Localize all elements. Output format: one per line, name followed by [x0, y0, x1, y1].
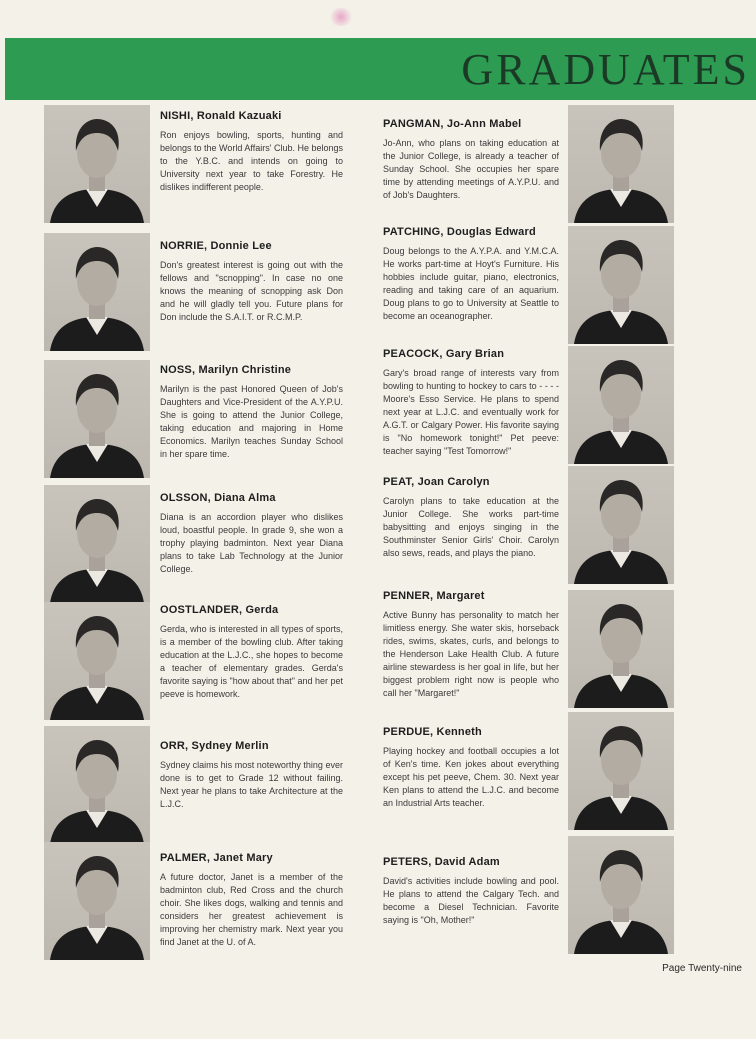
portrait-photo	[44, 602, 150, 720]
ink-stain	[328, 8, 354, 26]
portrait-photo	[568, 590, 674, 708]
graduate-name: PATCHING, Douglas Edward	[383, 226, 536, 238]
graduate-name: PETERS, David Adam	[383, 856, 500, 868]
portrait-photo	[568, 226, 674, 344]
graduate-bio: Carolyn plans to take education at the Junior College. She works part-time babysitting and enjoys singing in the Southminster Senior Girls' Choir. Carolyn also sews, reads, and plays the piano.	[383, 496, 559, 558]
portrait-silhouette	[44, 726, 150, 844]
graduate-name: NOSS, Marilyn Christine	[160, 364, 292, 376]
graduate-bio: Active Bunny has personality to match her limitless energy. She water skis, horseback rides, swims, skates, curls, and belongs to the Henderson Lake Health Club. A future airline stewardess is her goal in life, but her biggest problem right now is people who call her "Margaret!"	[383, 610, 559, 698]
portrait-photo	[568, 836, 674, 954]
portrait-photo	[44, 360, 150, 478]
portrait-photo	[44, 485, 150, 603]
portrait-silhouette	[568, 105, 674, 223]
graduate-name: OLSSON, Diana Alma	[160, 492, 276, 504]
graduate-bio: Gerda, who is interested in all types of sports, is a member of the bowling club. After taking education at the L.J.C., she hopes to become a teacher of elementary grades. Gerda's favorite saying is "how about that" and her pet peeve is homework.	[160, 624, 344, 699]
portrait-photo	[44, 726, 150, 844]
portrait-silhouette	[44, 602, 150, 720]
graduate-bio: Doug belongs to the A.Y.P.A. and Y.M.C.A. He works part-time at Hoyt's Furniture. His hobbies include guitar, piano, electronics, reading and taking care of an aquarium. Doug plans to go to University at Seattle to become an oceanographer.	[383, 246, 559, 321]
portrait-photo	[568, 346, 674, 464]
graduate-name: PERDUE, Kenneth	[383, 726, 482, 738]
graduate-bio: A future doctor, Janet is a member of the badminton club, Red Cross and the church choir. She likes dogs, walking and tennis and considers her greatest achievement is improving her chemistry mark. Next year you find Janet at the U. of A.	[160, 872, 343, 947]
graduate-name: PENNER, Margaret	[383, 590, 485, 602]
portrait-silhouette	[44, 233, 150, 351]
portrait-photo	[44, 105, 150, 223]
portrait-silhouette	[44, 360, 150, 478]
portrait-photo	[44, 842, 150, 960]
portrait-silhouette	[568, 836, 674, 954]
graduate-bio: David's activities include bowling and pool. He plans to attend the Calgary Tech. and become a Diesel Technician. Favorite saying is "Oh, Mother!"	[383, 876, 559, 925]
portrait-silhouette	[44, 105, 150, 223]
portrait-silhouette	[44, 842, 150, 960]
graduate-bio: Don's greatest interest is going out with the fellows and "scnopping". In case no one knows the meaning of scnopping ask Don and he will gladly tell you. Future plans for Don include the S.A.I.T. or R.C.M.P.	[160, 260, 343, 322]
graduate-name: PEAT, Joan Carolyn	[383, 476, 490, 488]
graduate-bio: Diana is an accordion player who dislikes loud, boastful people. In grade 9, she won a trophy playing badminton. Next year Diana plans to take Lab Technology at the Junior College.	[160, 512, 343, 574]
graduate-bio: Gary's broad range of interests vary from bowling to hunting to hockey to cars to - - - - Moore's Esso Service. He plans to spend next year at L.J.C. and eventually work for A.G.T. or Calgary Power. His favorite saying is "No homework tonight!" Pet peeve: teacher saying "Test Tomorrow!"	[383, 368, 559, 456]
graduate-name: OOSTLANDER, Gerda	[160, 604, 279, 616]
graduate-bio: Jo-Ann, who plans on taking education at the Junior College, is already a teacher of Sunday School. She occupies her spare time by attending meetings of A.Y.P.U. and of Job's Daughters.	[383, 138, 559, 200]
graduate-name: PALMER, Janet Mary	[160, 852, 273, 864]
header-banner	[5, 38, 756, 100]
graduate-bio: Marilyn is the past Honored Queen of Job's Daughters and Vice-President of the A.Y.P.U. She is going to attend the Junior College, taking education and majoring in Home Economics. Marilyn teaches Sunday School in her spare time.	[160, 384, 343, 459]
graduate-name: NISHI, Ronald Kazuaki	[160, 110, 282, 122]
graduate-bio: Ron enjoys bowling, sports, hunting and belongs to the World Affairs' Club. He belongs to the Y.B.C. and intends on going to University next year to take Forestry. He dislikes indifferent people.	[160, 130, 343, 192]
portrait-photo	[568, 466, 674, 584]
graduate-bio: Playing hockey and football occupies a lot of Ken's time. Ken jokes about everything except his pet peeve, Chem. 30. Next year Ken plans to attend the L.J.C. and become an Industrial Arts teacher.	[383, 746, 559, 808]
graduate-name: PANGMAN, Jo-Ann Mabel	[383, 118, 522, 130]
portrait-silhouette	[568, 712, 674, 830]
page-number: Page Twenty-nine	[662, 963, 742, 974]
graduate-bio: Sydney claims his most noteworthy thing ever done is to get to Grade 12 without failing. Next year he plans to take Architecture at the L.J.C.	[160, 760, 343, 809]
page-title: GRADUATES	[461, 45, 750, 94]
graduate-name: PEACOCK, Gary Brian	[383, 348, 505, 360]
portrait-silhouette	[568, 466, 674, 584]
portrait-silhouette	[568, 346, 674, 464]
portrait-silhouette	[568, 590, 674, 708]
graduate-name: NORRIE, Donnie Lee	[160, 240, 272, 252]
portrait-photo	[568, 105, 674, 223]
graduate-name: ORR, Sydney Merlin	[160, 740, 269, 752]
portrait-silhouette	[568, 226, 674, 344]
portrait-photo	[44, 233, 150, 351]
portrait-silhouette	[44, 485, 150, 603]
portrait-photo	[568, 712, 674, 830]
